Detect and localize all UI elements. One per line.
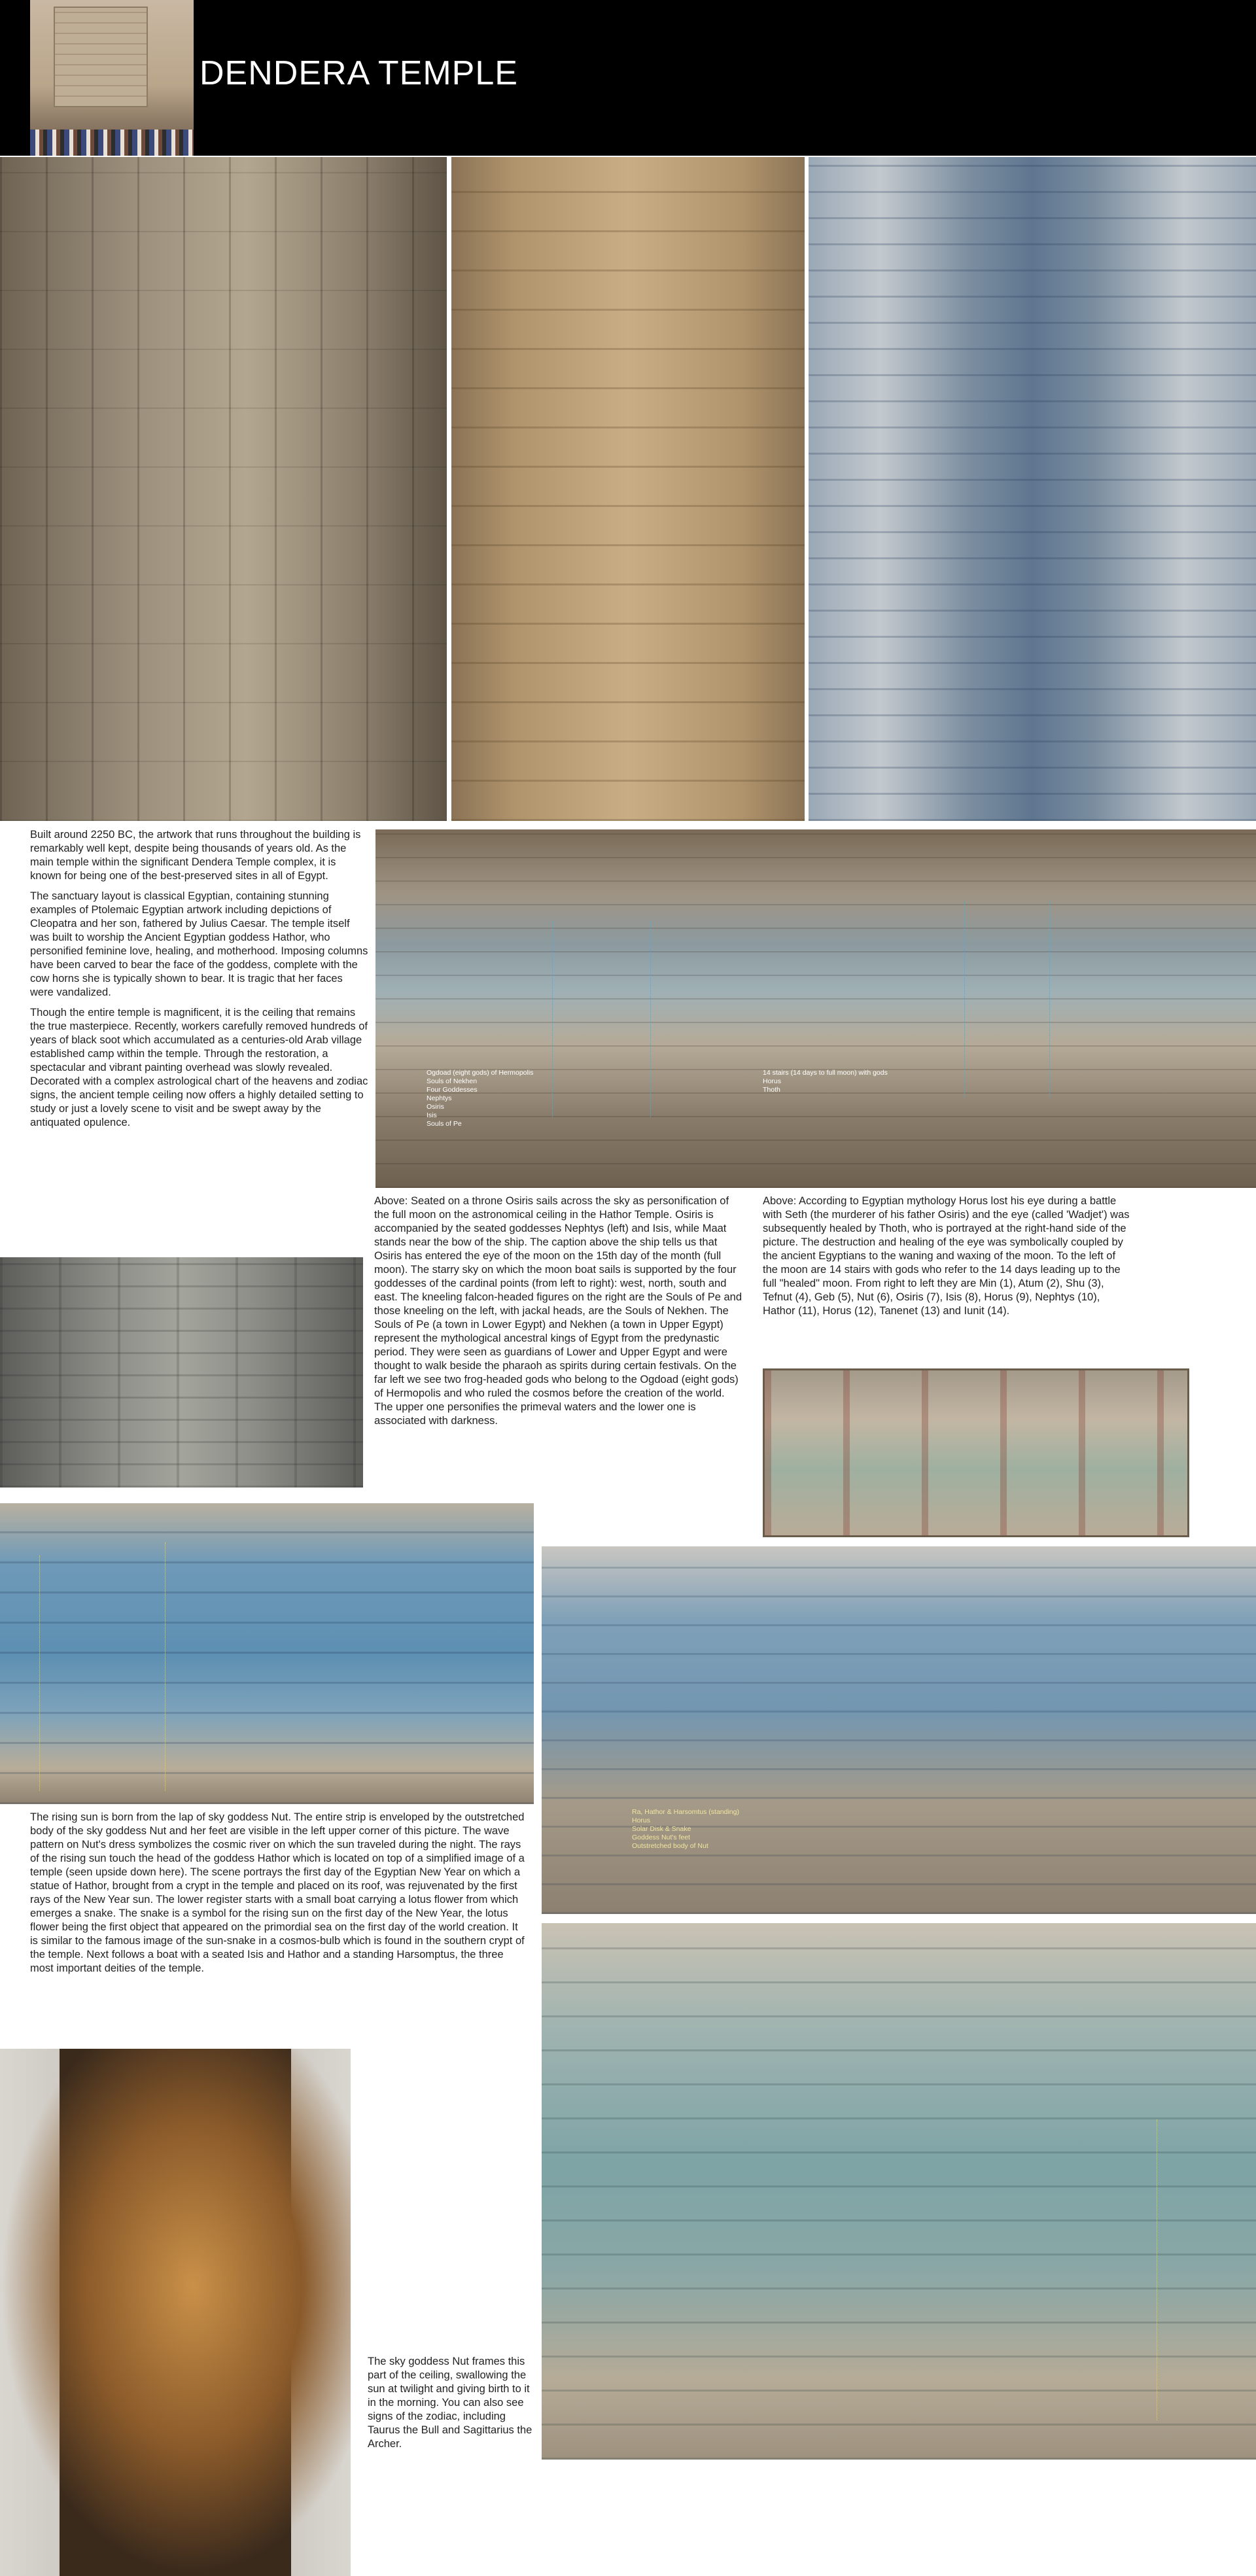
annotation-guide-line: [1049, 901, 1050, 1098]
annotation-label: Ogdoad (eight gods) of Hermopolis: [427, 1069, 534, 1077]
annotation-label: Four Goddesses: [427, 1086, 478, 1094]
annotation-label: Thoth: [763, 1086, 780, 1094]
visitors-crowd-image: [30, 130, 194, 156]
photo-zodiac-ceiling: [542, 1923, 1256, 2460]
annotation-guide-line: [964, 901, 965, 1098]
annotation-label: Isis: [427, 1111, 437, 1119]
photo-moon-boat-ceiling: [375, 829, 1256, 1188]
intro-text: [30, 828, 369, 1136]
temple-facade-image: [54, 7, 148, 107]
annotation-label: Nephtys: [427, 1094, 452, 1102]
annotation-label: Souls of Pe: [427, 1120, 462, 1128]
annotation-label: Horus: [763, 1077, 782, 1085]
page-title: DENDERA TEMPLE: [200, 54, 518, 92]
annotation-label: Horus: [632, 1817, 651, 1824]
annotation-label: Osiris: [427, 1103, 444, 1111]
zodiac-caption: [368, 2355, 536, 2458]
annotation-label: 14 stairs (14 days to full moon) with gods: [763, 1069, 888, 1077]
photo-rising-sun-strip: [0, 1503, 534, 1804]
annotation-label: Souls of Nekhen: [427, 1077, 478, 1085]
caption-text: Above: According to Egyptian mythology Horus lost his eye during a battle with Seth (the murderer of his father Osiris) and the eye (called 'Wadjet') was subsequently healed by Thoth, who is portrayed at the right-hand side of the picture. The destruction and healing of the eye was symbolically coupled by the ancient Egyptians to the waning and waxing of the moon. To the left of the moon are 14 stairs with gods who refer to the 14 days leading up to the full "healed" moon. From right to left they are Min (1), Atum (2), Shu (3), Tefnut (4), Geb (5), Nut (6), Osiris (7), Isis (8), Horus (9), Nephtys (10), Hathor (11), Horus (12), Tanenet (13) and Iunit (14).: [763, 1195, 1130, 1317]
caption-text: The sky goddess Nut frames this part of the ceiling, swallowing the sun at twilight and giving birth to it in the morning. You can also see signs of the zodiac, including Taurus the Bull and Sagittarius the Archer.: [368, 2356, 532, 2450]
moon-right-caption: [763, 1194, 1133, 1325]
annotation-label: Goddess Nut's feet: [632, 1834, 690, 1841]
photo-ankh-detail: [763, 1368, 1189, 1537]
moon-left-caption: [374, 1194, 746, 1435]
annotation-label: Outstretched body of Nut: [632, 1842, 708, 1850]
moon-right-labels: [763, 1069, 888, 1094]
caption-text: Above: Seated on a throne Osiris sails across the sky as personification of the full moon on the astronomical ceiling in the Hathor Temple. Osiris is accompanied by the seated goddesses Nephtys (left) and Isis, while Maat stands near the bow of the ship. The caption above the ship tells us that Osiris has entered the eye of the moon on the 15th day of the month (full moon). The starry sky on which the moon boat sails is supported by the four goddesses of the cardinal points (from left to right): west, north, south and east. The kneeling falcon-headed figures on the right are the Souls of Pe and those kneeling on the left, with jackal heads, are the Souls of Nekhen. The Souls of Pe (a town in Lower Egypt) and Nekhen (a town in Upper Egypt) represent the mythological ancestral kings of Egypt from the predynastic period. They were seen as guardians of Lower and Upper Egypt and were thought to walk beside the pharaoh as spirits during certain festivals. On the far left we see two frog-headed gods who belong to the Ogdoad (eight gods) of Hermopolis and who ruled the cosmos before the creation of the world. The upper one personifies the primeval waters and the lower one is associated with darkness.: [374, 1195, 742, 1427]
photo-temple-doorway: [0, 2049, 351, 2576]
annotation-guide-line: [552, 921, 553, 1117]
header-bar: [0, 0, 1256, 156]
intro-paragraph: The sanctuary layout is classical Egyptian, containing stunning examples of Ptolemaic Egyptian artwork including depictions of Cleopatra and her son, fathered by Julius Caesar. The temple itself was built to worship the Ancient Egyptian goddess Hathor, who personified feminine love, healing, and motherhood. Imposing columns have been carved to bear the face of the goddess, complete with the cow horns she is typically shown to bear. It is tragic that her faces were vandalized.: [30, 890, 368, 998]
annotation-label: Solar Disk & Snake: [632, 1825, 691, 1833]
intro-paragraph: Though the entire temple is magnificent, it is the ceiling that remains the true masterpiece. Recently, workers carefully removed hundreds of years of black soot which accumulated as a centuries-old Arab village established camp within the temple. Through the restoration, a spectacular and vibrant painting overhead was slowly revealed. Decorated with a complex astrological chart of the heavens and zodiac signs, the ancient temple ceiling now offers a highly detailed setting to study or just a lovely scene to visit and be swept away by the antiquated opulence.: [30, 1007, 368, 1128]
photo-painted-ceiling: [809, 157, 1256, 821]
photo-hypostyle-hall: [0, 157, 447, 821]
nut-labels: [632, 1808, 739, 1851]
annotation-label: Ra, Hathor & Harsomtus (standing): [632, 1808, 739, 1816]
annotation-guide-line: [39, 1556, 40, 1791]
annotation-guide-line: [165, 1542, 166, 1791]
sunrise-caption: [30, 1811, 527, 1982]
photo-nut-swallowing-sun: [542, 1546, 1256, 1914]
caption-text: The rising sun is born from the lap of sky goddess Nut. The entire strip is enveloped by the outstretched body of the sky goddess Nut and her feet are visible in the left upper corner of this picture. The wave pattern on Nut's dress symbolizes the cosmic river on which the sun traveled during the night. The rays of the rising sun touch the head of the goddess Hathor which is located on top of a simplified image of a temple (seen upside down here). The scene portrays the first day of the Egyptian New Year on which a statue of Hathor, brought from a crypt in the temple and placed on its roof, was rejuvenated by the first rays of the New Year sun. The lower register starts with a small boat carrying a lotus flower from which emerges a snake. The snake is a symbol for the rising sun on the first day of the New Year, the lotus flower being the first object that appeared on the primordial sea on the first day of the world creation. It is similar to the famous image of the sun-snake in a cosmos-bulb which is found in the southern crypt of the temple. Next follows a boat with a seated Isis and Hathor and a standing Harsomptus, the three most important deities of the temple.: [30, 1811, 525, 1974]
annotation-guide-line: [650, 921, 651, 1117]
photo-hathor-columns: [451, 157, 805, 821]
intro-paragraph: Built around 2250 BC, the artwork that runs throughout the building is remarkably well kept, despite being thousands of years old. As the main temple within the significant Dendera Temple complex, it is known for being one of the best-preserved sites in all of Egypt.: [30, 829, 361, 882]
header-thumbnail-photo: [30, 0, 194, 156]
photo-column-ankh-frieze: [0, 1257, 363, 1488]
moon-left-labels: [427, 1069, 533, 1128]
